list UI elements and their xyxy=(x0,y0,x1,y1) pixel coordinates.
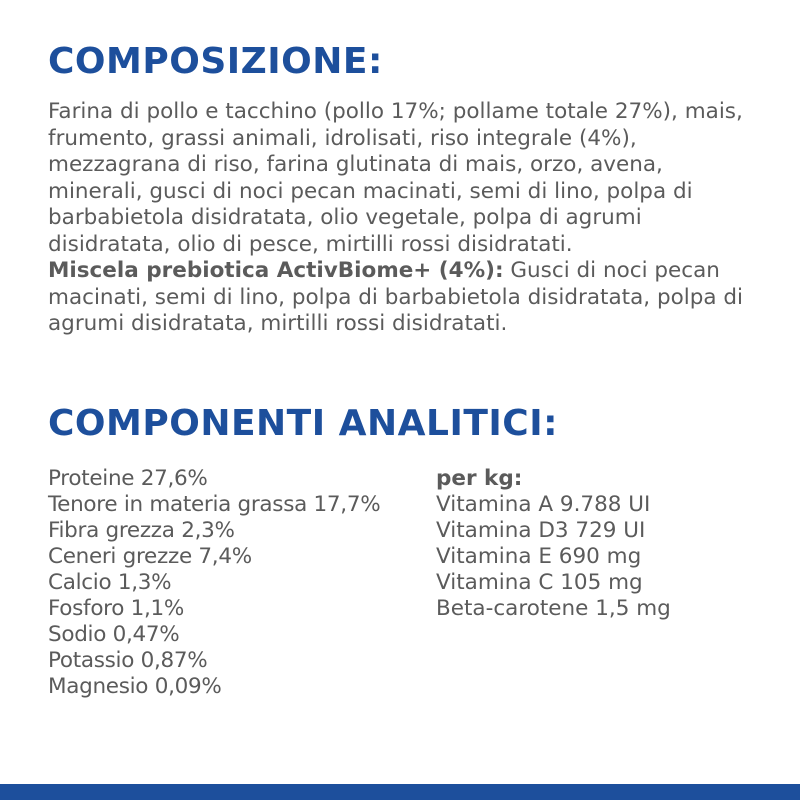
analytical-heading: COMPONENTI ANALITICI: xyxy=(48,403,559,444)
bottom-color-bar xyxy=(0,784,800,800)
analytical-item: Magnesio 0,09% xyxy=(48,674,222,699)
analytical-item: Sodio 0,47% xyxy=(48,622,180,647)
analytical-item: Calcio 1,3% xyxy=(48,570,172,595)
vitamin-item: Vitamina C 105 mg xyxy=(436,570,643,595)
per-kg-label: per kg: xyxy=(436,466,523,491)
analytical-item: Fosforo 1,1% xyxy=(48,596,185,621)
vitamin-item: Vitamina A 9.788 UI xyxy=(436,492,651,517)
vitamins-per-kg-list xyxy=(436,466,766,622)
composition-ingredients: Farina di pollo e tacchino (pollo 17%; pollame totale 27%), mais, frumento, grassi animali, idrolisati, riso integrale (4%), mezzagrana di riso, farina glutinata di mais, orzo, avena, minerali, gusci di noci pecan macinati, semi di lino, polpa di barbabietola disidratata, olio vegetale, polpa di agrumi disidratata, olio di pesce, mirtilli rossi disidratati. xyxy=(48,99,743,257)
analytical-item: Tenore in materia grassa 17,7% xyxy=(48,492,381,517)
analytical-item: Proteine 27,6% xyxy=(48,466,208,491)
composition-text xyxy=(48,99,760,338)
vitamin-item: Beta-carotene 1,5 mg xyxy=(436,596,671,621)
composition-heading: COMPOSIZIONE: xyxy=(48,41,383,82)
prebiotic-label: Miscela prebiotica ActivBiome+ (4%): xyxy=(48,258,504,283)
prebiotic-ingredients: Gusci di noci pecan macinati, semi di lino, polpa di barbabietola disidratata, polpa di agrumi disidratata, mirtilli rossi disidratati. xyxy=(48,258,743,336)
analytical-item: Ceneri grezze 7,4% xyxy=(48,544,252,569)
analytical-item: Potassio 0,87% xyxy=(48,648,208,673)
vitamin-item: Vitamina E 690 mg xyxy=(436,544,642,569)
vitamin-item: Vitamina D3 729 UI xyxy=(436,518,646,543)
analytical-item: Fibra grezza 2,3% xyxy=(48,518,235,543)
analytical-components-list xyxy=(48,466,428,700)
